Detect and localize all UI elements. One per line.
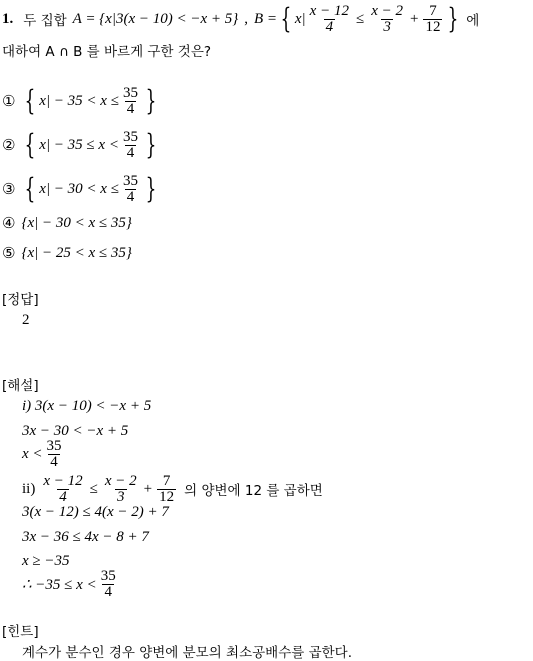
- fraction-1: $\frac{x - 12}{4}$: [309, 2, 349, 35]
- choice-mark: ①: [2, 92, 16, 110]
- solution-line-7: x ≥ −35: [22, 553, 70, 569]
- plus-sign: +: [409, 10, 419, 27]
- choice-mark: ②: [2, 136, 16, 154]
- solution-line-8: ∴ −35 ≤ x < $\frac{35}{4}$: [22, 567, 116, 600]
- solution-header: [해설]: [2, 378, 39, 394]
- choice-text: {x| − 25 < x ≤ 35}: [21, 244, 132, 261]
- problem-number: 1.: [2, 10, 14, 27]
- choice-text: x| − 35 < x ≤: [39, 92, 119, 109]
- choice-mark: ④: [2, 214, 16, 232]
- leq-sign: ≤: [355, 10, 365, 27]
- choice-1[interactable]: ① { x| − 35 < x ≤ $\frac{35}{4}$ }: [2, 84, 157, 117]
- solution-line-2: 3x − 30 < −x + 5: [22, 423, 129, 439]
- solution-fraction: $\frac{35}{4}$: [46, 437, 62, 470]
- choice-4[interactable]: [2, 214, 132, 232]
- choice-5[interactable]: [2, 244, 132, 262]
- problem-line-1: 1. 두 집합 A = {x|3(x − 10) < −x + 5} , B = { x| $\frac{x - 12}{4}$ ≤ $\frac{x - 2}{3}$ + $\frac{7}{12}$ } 에: [2, 2, 480, 35]
- fraction-2: $\frac{x - 2}{3}$: [371, 2, 403, 35]
- choice-fraction: $\frac{35}{4}$: [122, 172, 138, 205]
- choice-text: x| − 35 ≤ x <: [39, 136, 119, 153]
- problem-line-2: 대하여 A ∩ B 를 바르게 구한 것은?: [2, 44, 212, 60]
- choice-3[interactable]: ③ { x| − 30 < x ≤ $\frac{35}{4}$ }: [2, 172, 157, 205]
- solution-line-4: ii) $\frac{x - 12}{4}$ ≤ $\frac{x - 2}{3}$ + $\frac{7}{12}$ 의 양변에 12 를 곱하면: [22, 472, 323, 505]
- solution-line-5: 3(x − 12) ≤ 4(x − 2) + 7: [22, 504, 169, 520]
- problem-prefix: 두 집합: [23, 13, 67, 29]
- set-b-lead: B =: [254, 10, 278, 27]
- problem-suffix: 에: [466, 13, 480, 29]
- solution-line-3: x < $\frac{35}{4}$: [22, 437, 62, 470]
- solution-line-6: 3x − 36 ≤ 4x − 8 + 7: [22, 529, 149, 545]
- set-a: A = {x|3(x − 10) < −x + 5}: [72, 10, 239, 27]
- solution-line-1: i) 3(x − 10) < −x + 5: [22, 398, 152, 414]
- choice-fraction: $\frac{35}{4}$: [122, 128, 138, 161]
- hint-header: [힌트]: [2, 624, 39, 640]
- answer-header: [정답]: [2, 292, 39, 308]
- brace-left: {: [280, 2, 292, 35]
- choice-text: {x| − 30 < x ≤ 35}: [21, 214, 132, 231]
- choice-fraction: $\frac{35}{4}$: [122, 84, 138, 117]
- brace-right: }: [448, 2, 459, 35]
- fraction-3: $\frac{7}{12}$: [425, 2, 441, 35]
- choice-mark: ③: [2, 180, 16, 198]
- set-b-body: x|: [294, 10, 306, 27]
- choice-text: x| − 30 < x ≤: [39, 180, 119, 197]
- choice-mark: ⑤: [2, 244, 16, 262]
- hint-text: 계수가 분수인 경우 양변에 분모의 최소공배수를 곱한다.: [22, 645, 352, 661]
- answer-value: 2: [22, 312, 30, 328]
- choice-2[interactable]: ② { x| − 35 ≤ x < $\frac{35}{4}$ }: [2, 128, 157, 161]
